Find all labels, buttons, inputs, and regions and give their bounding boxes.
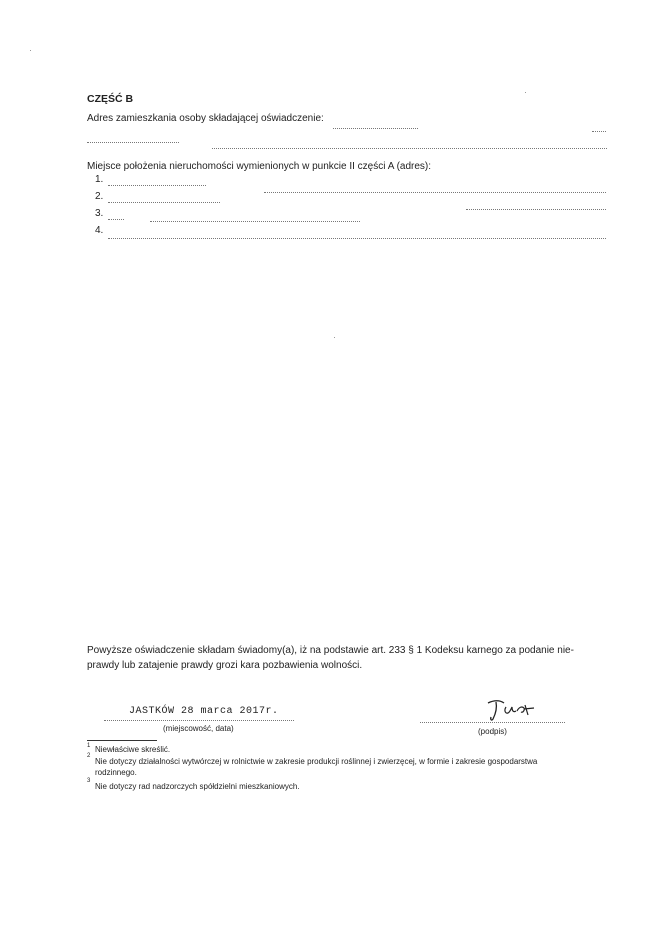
location-line-1b bbox=[264, 192, 606, 193]
declaration-line-1: Powyższe oświadczenie składam świadomy(a), iż na podstawie art. 233 § 1 Kodeksu karnego za podanie nie- bbox=[87, 645, 574, 656]
list-number-1: 1. bbox=[95, 174, 104, 185]
location-line-3b bbox=[150, 221, 360, 222]
signature-line bbox=[420, 722, 565, 723]
list-number-3: 3. bbox=[95, 208, 104, 219]
footnote-marker-3: 3 bbox=[87, 778, 91, 784]
footnote-marker-2: 2 bbox=[87, 753, 91, 759]
list-number-4: 4. bbox=[95, 225, 104, 236]
location-line-2 bbox=[108, 202, 220, 203]
place-date-caption: (miejscowość, data) bbox=[163, 724, 234, 733]
signature-caption: (podpis) bbox=[478, 727, 507, 736]
property-location-label: Miejsce położenia nieruchomości wymienionych w punkcie II części A (adres): bbox=[87, 161, 432, 172]
section-title: CZĘŚĆ B bbox=[87, 93, 134, 105]
scan-speck bbox=[525, 92, 526, 93]
footnote-1-text: Niewłaściwe skreślić. bbox=[95, 745, 171, 754]
footnote-separator bbox=[87, 740, 157, 741]
scan-speck bbox=[334, 337, 335, 338]
address-line-2a bbox=[87, 142, 179, 143]
list-number-2: 2. bbox=[95, 191, 104, 202]
footnote-2-text: Nie dotyczy działalności wytwórczej w rolnictwie w zakresie produkcji roślinnej i zwierzęcej, w formie i zakresie gospodarstwa bbox=[95, 757, 538, 766]
footnote-2-text-cont: rodzinnego. bbox=[95, 768, 137, 777]
footnote-3-text: Nie dotyczy rad nadzorczych spółdzielni mieszkaniowych. bbox=[95, 782, 300, 791]
declaration-line-2: prawdy lub zatajenie prawdy grozi kara pozbawienia wolności. bbox=[87, 660, 363, 671]
location-line-3c bbox=[466, 209, 606, 210]
address-line-1-end bbox=[592, 131, 606, 132]
footnote-marker-1: 1 bbox=[87, 743, 91, 749]
scan-speck bbox=[30, 50, 31, 51]
location-line-3a bbox=[108, 219, 124, 220]
address-line-2b bbox=[212, 148, 607, 149]
location-line-4 bbox=[108, 238, 606, 239]
address-line-1 bbox=[333, 128, 418, 129]
place-date-value: JASTKÓW 28 marca 2017r. bbox=[129, 706, 279, 717]
location-line-1a bbox=[108, 185, 206, 186]
handwritten-signature bbox=[484, 697, 544, 723]
address-label: Adres zamieszkania osoby składającej oświadczenie: bbox=[87, 113, 324, 124]
place-date-line bbox=[104, 720, 294, 721]
